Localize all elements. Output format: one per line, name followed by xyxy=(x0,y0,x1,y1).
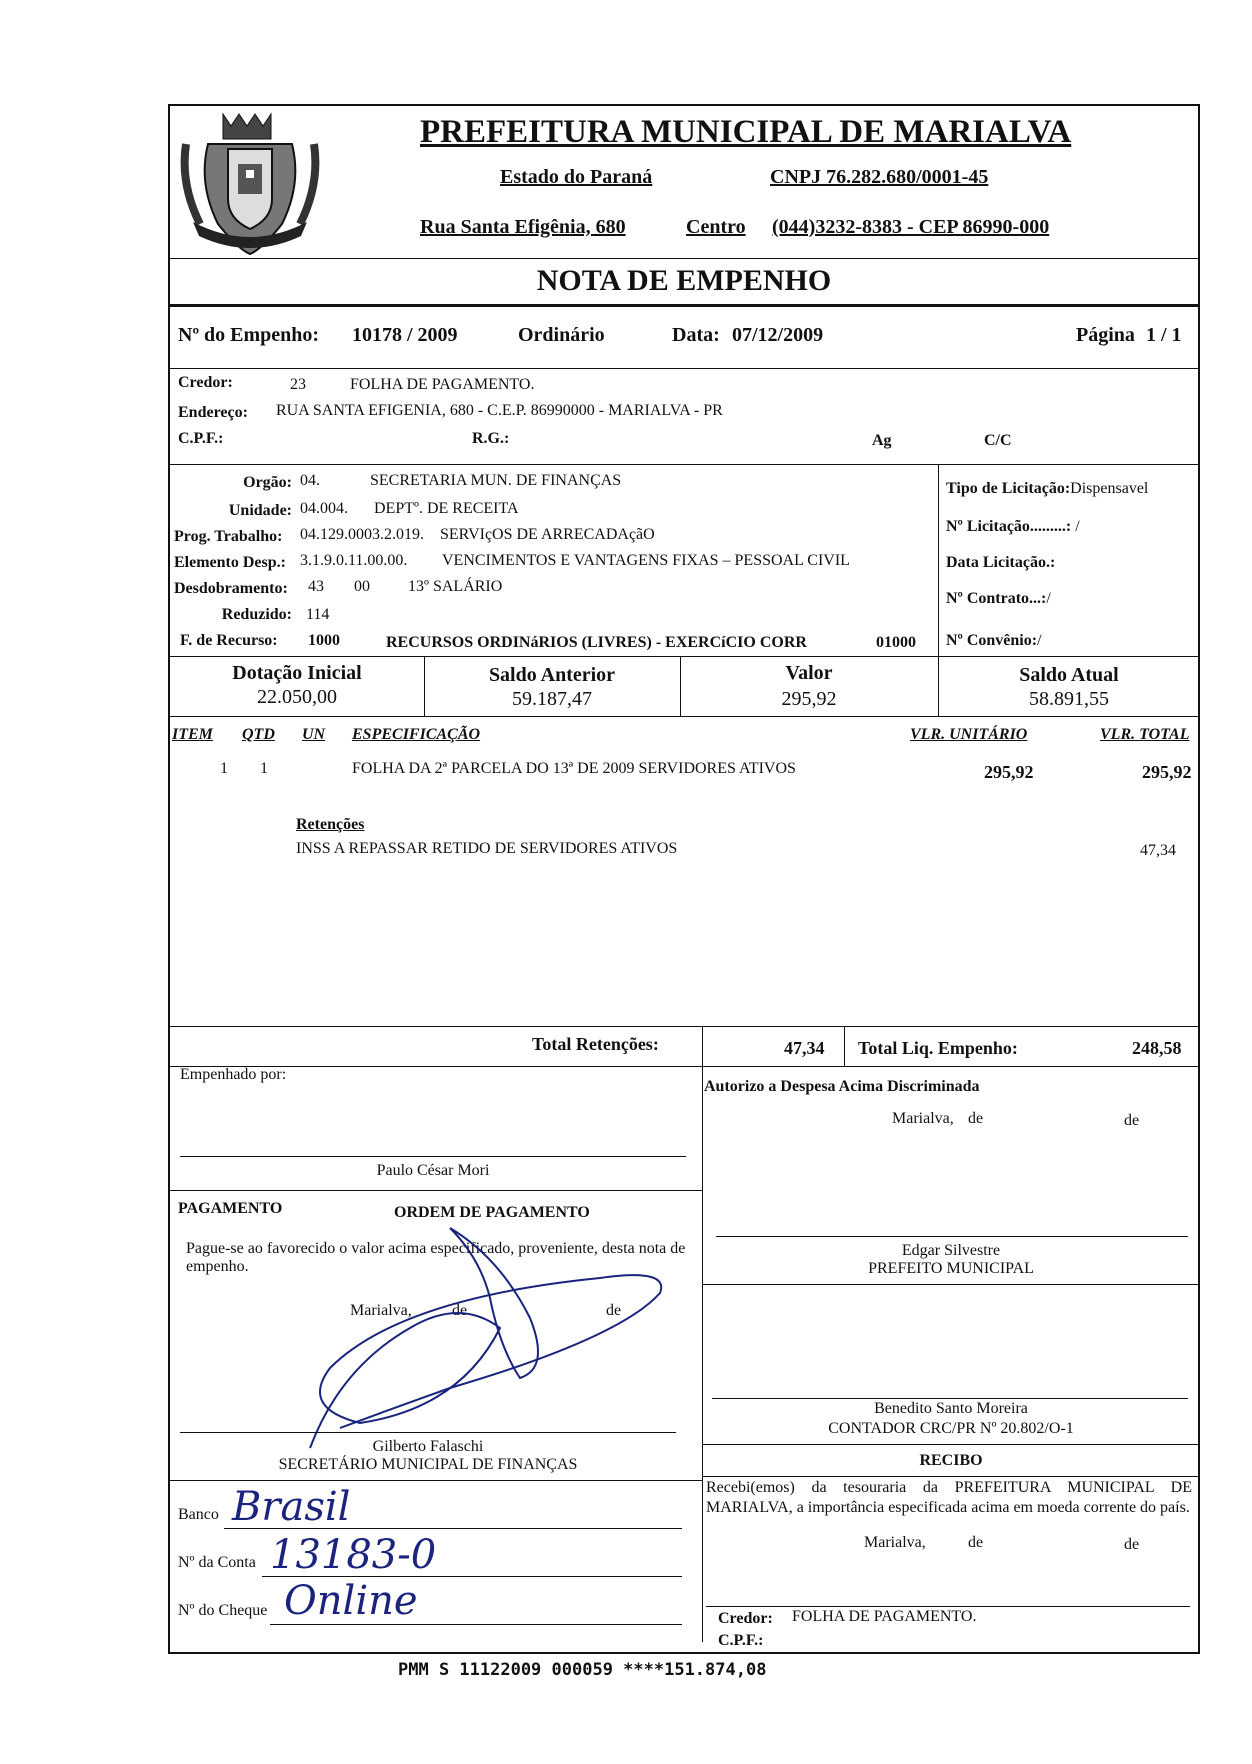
reduzido-label: Reduzido: xyxy=(221,606,292,623)
ag-label: Ag xyxy=(872,432,892,449)
date-label: Data: xyxy=(672,324,720,346)
dotacao-label: Dotação Inicial xyxy=(232,662,362,684)
prog-label: Prog. Trabalho: xyxy=(174,528,283,545)
col-qtd: QTD xyxy=(242,726,275,743)
contador-name: Benedito Santo Moreira xyxy=(874,1400,1028,1417)
divider xyxy=(168,304,1200,307)
autorizo-city: Marialva, xyxy=(892,1110,954,1127)
divider xyxy=(702,1026,703,1642)
doc-title: NOTA DE EMPENHO xyxy=(536,264,832,297)
conta-label: Nº da Conta xyxy=(178,1554,256,1571)
unidade-name: DEPTº. DE RECEITA xyxy=(374,500,519,517)
page-number: 1 / 1 xyxy=(1146,324,1182,346)
unidade-label: Unidade: xyxy=(228,502,292,519)
signature-line xyxy=(706,1606,1190,1607)
autorizo-label: Autorizo a Despesa Acima Discriminada xyxy=(704,1078,980,1095)
banco-value: Brasil xyxy=(232,1484,351,1530)
address-label: Rua Santa Efigênia, 680 xyxy=(420,216,626,238)
divider xyxy=(168,368,1200,369)
contrato-value: / xyxy=(1046,590,1051,607)
retencoes-description: INSS A REPASSAR RETIDO DE SERVIDORES ATIVOS xyxy=(296,840,678,857)
divider xyxy=(702,1284,1200,1285)
saldo-anterior-value: 59.187,47 xyxy=(512,688,592,710)
valor-label: Valor xyxy=(785,662,833,684)
pagamento-de-2: de xyxy=(606,1302,622,1319)
bank-stamp: PMM S 11122009 000059 ****151.874,08 xyxy=(398,1660,767,1680)
convenio-label: Nº Convênio: xyxy=(946,632,1038,649)
numero-licitacao-label: Nº Licitação.........: xyxy=(946,518,1072,535)
divider xyxy=(168,1480,702,1481)
desdobramento-label: Desdobramento: xyxy=(174,580,288,597)
retencoes-value: 47,34 xyxy=(1140,842,1176,859)
numero-licitacao xyxy=(946,518,1080,536)
numero-licitacao-value: / xyxy=(1075,518,1080,535)
secretario-role: SECRETÁRIO MUNICIPAL DE FINANÇAS xyxy=(278,1456,578,1473)
contrato-label: Nº Contrato...: xyxy=(946,590,1047,607)
signature-line xyxy=(180,1432,676,1433)
col-vlr-unitario: VLR. UNITÁRIO xyxy=(910,726,1028,743)
empenhado-label: Empenhado por: xyxy=(180,1066,287,1083)
divider xyxy=(702,1476,1200,1477)
saldo-atual-value: 58.891,55 xyxy=(1029,688,1109,710)
field-line xyxy=(270,1624,682,1625)
signature-line xyxy=(180,1156,686,1157)
total-liquido-value: 248,58 xyxy=(1132,1038,1182,1058)
page-title: PREFEITURA MUNICIPAL DE MARIALVA xyxy=(420,114,1072,150)
orgao-name: SECRETARIA MUN. DE FINANÇAS xyxy=(370,472,622,489)
divider xyxy=(168,1026,1200,1027)
field-line xyxy=(224,1528,682,1529)
recurso-label: F. de Recurso: xyxy=(180,632,278,649)
recibo-credor-label: Credor: xyxy=(718,1610,773,1627)
col-especificacao: ESPECIFICAÇÃO xyxy=(352,726,481,743)
divider xyxy=(168,1190,702,1191)
recibo-de-2: de xyxy=(1124,1536,1140,1553)
autorizo-de-1: de xyxy=(968,1110,984,1127)
address-field-value: RUA SANTA EFIGENIA, 680 - C.E.P. 86990000 - MARIALVA - PR xyxy=(276,402,723,419)
data-licitacao-label: Data Licitação.: xyxy=(946,554,1056,571)
convenio-value: / xyxy=(1037,632,1042,649)
ordem-pagamento-label: ORDEM DE PAGAMENTO xyxy=(394,1204,590,1221)
elemento-code: 3.1.9.0.11.00.00. xyxy=(300,552,408,569)
divider xyxy=(168,1066,1200,1067)
recibo-credor-name: FOLHA DE PAGAMENTO. xyxy=(792,1608,977,1625)
date-value: 07/12/2009 xyxy=(732,324,824,346)
conta-value: 13183-0 xyxy=(270,1532,437,1578)
phone-cep-label: (044)3232-8383 - CEP 86990-000 xyxy=(772,216,1050,238)
tipo-licitacao-label: Tipo de Licitação: xyxy=(946,480,1071,497)
credor-code: 23 xyxy=(290,376,306,393)
desdobramento-name: 13º SALÁRIO xyxy=(408,578,503,595)
item-description: FOLHA DA 2ª PARCELA DO 13ª DE 2009 SERVIDORES ATIVOS xyxy=(352,760,796,777)
item-number: 1 xyxy=(220,760,228,777)
recurso-number: 01000 xyxy=(876,634,916,651)
total-retencoes-label: Total Retenções: xyxy=(532,1034,659,1054)
divider xyxy=(168,464,1200,465)
recurso-name: RECURSOS ORDINáRIOS (LIVRES) - EXERCíCIO CORR xyxy=(386,634,807,651)
contrato xyxy=(946,590,1051,608)
prog-name: SERVIçOS DE ARRECADAçãO xyxy=(440,526,655,543)
col-vlr-total: VLR. TOTAL xyxy=(1100,726,1190,743)
coat-of-arms-icon xyxy=(178,104,323,256)
pagamento-label: PAGAMENTO xyxy=(178,1200,283,1217)
state-label: Estado do Paraná xyxy=(500,166,653,188)
page-label: Página xyxy=(1076,324,1135,346)
empenho-type: Ordinário xyxy=(518,324,605,346)
recibo-cpf-label: C.P.F.: xyxy=(718,1632,764,1649)
elemento-name: VENCIMENTOS E VANTAGENS FIXAS – PESSOAL CIVIL xyxy=(442,552,850,569)
tipo-licitacao-value: Dispensavel xyxy=(1070,480,1149,497)
unidade-code: 04.004. xyxy=(300,500,348,517)
prefeito-name: Edgar Silvestre xyxy=(901,1242,1001,1259)
credor-label: Credor: xyxy=(178,374,233,391)
cheque-value: Online xyxy=(284,1578,418,1624)
col-un: UN xyxy=(302,726,326,743)
orgao-code: 04. xyxy=(300,472,320,489)
divider xyxy=(168,656,1200,657)
pagamento-text: Pague-se ao favorecido o valor acima especificado, proveniente, desta nota de empenho. xyxy=(186,1240,686,1275)
cc-label: C/C xyxy=(984,432,1012,449)
banco-label: Banco xyxy=(178,1506,219,1523)
orgao-label: Orgão: xyxy=(243,474,292,491)
convenio xyxy=(946,632,1042,650)
desdobramento-sub: 00 xyxy=(354,578,370,595)
retencoes-label: Retenções xyxy=(296,816,365,833)
divider xyxy=(168,716,1200,717)
credor-name: FOLHA DE PAGAMENTO. xyxy=(350,376,535,393)
recibo-text: Recebi(emos) da tesouraria da PREFEITURA MUNICIPAL DE MARIALVA, a importância especificada acima em moeda corrente do país. xyxy=(706,1479,1192,1516)
cheque-label: Nº do Cheque xyxy=(178,1602,268,1619)
empenho-number: 10178 / 2009 xyxy=(352,324,458,346)
recibo-city: Marialva, xyxy=(864,1534,926,1551)
desdobramento-code: 43 xyxy=(308,578,324,595)
autorizo-de-2: de xyxy=(1124,1112,1140,1129)
cpf-label: C.P.F.: xyxy=(178,430,224,447)
field-line xyxy=(262,1576,682,1577)
saldo-atual-label: Saldo Atual xyxy=(1019,664,1119,686)
total-liquido-label: Total Liq. Empenho: xyxy=(858,1038,1018,1058)
divider xyxy=(844,1026,845,1066)
elemento-label: Elemento Desp.: xyxy=(174,554,286,571)
rg-label: R.G.: xyxy=(472,430,510,447)
cnpj-label: CNPJ 76.282.680/0001-45 xyxy=(770,166,989,188)
secretario-name: Gilberto Falaschi xyxy=(372,1438,484,1455)
divider xyxy=(938,464,939,656)
address-field-label: Endereço: xyxy=(178,404,248,421)
item-total-value: 295,92 xyxy=(1142,762,1192,782)
col-item: ITEM xyxy=(172,726,213,743)
tipo-licitacao xyxy=(946,480,1148,498)
empenho-number-label: Nº do Empenho: xyxy=(178,324,320,346)
signature-line xyxy=(712,1398,1188,1399)
total-retencoes-value: 47,34 xyxy=(784,1038,825,1058)
item-unit-value: 295,92 xyxy=(984,762,1034,782)
recurso-code: 1000 xyxy=(308,632,340,649)
dotacao-value: 22.050,00 xyxy=(257,686,337,708)
pagamento-de-1: de xyxy=(452,1302,468,1319)
empenhado-name: Paulo César Mori xyxy=(376,1162,490,1179)
valor-value: 295,92 xyxy=(781,688,837,710)
recibo-de-1: de xyxy=(968,1534,984,1551)
centro-label: Centro xyxy=(686,216,746,238)
reduzido-value: 114 xyxy=(306,606,330,623)
contador-role: CONTADOR CRC/PR Nº 20.802/O-1 xyxy=(828,1420,1074,1437)
recibo-label: RECIBO xyxy=(919,1452,983,1469)
saldo-anterior-label: Saldo Anterior xyxy=(488,664,616,686)
prefeito-role: PREFEITO MUNICIPAL xyxy=(868,1260,1034,1277)
divider xyxy=(702,1444,1200,1445)
item-qtd: 1 xyxy=(260,760,268,777)
signature-scribble-icon xyxy=(300,1218,680,1458)
divider xyxy=(168,258,1200,259)
pagamento-city: Marialva, xyxy=(350,1302,412,1319)
prog-code: 04.129.0003.2.019. xyxy=(300,526,424,543)
signature-line xyxy=(716,1236,1188,1237)
